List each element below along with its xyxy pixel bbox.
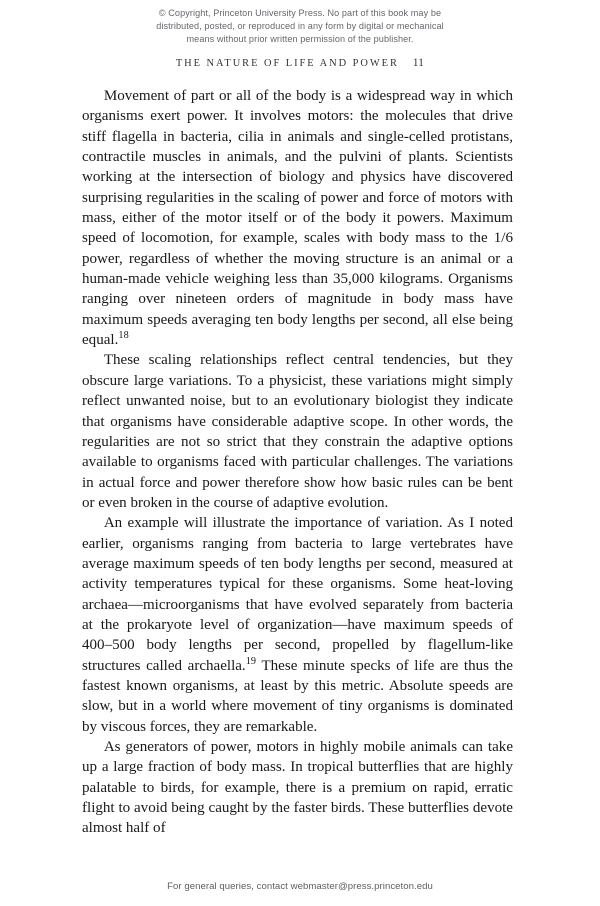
running-head	[0, 57, 600, 69]
paragraph-movement-text: Movement of part or all of the body is a widespread way in which organisms exert power. It involves motors: the molecules that drive stiff flagella in bacteria, cilia in animals and single-celled protistans, contractile muscles in animals, and the pulvini of plants. Scientists working at the intersection of biology and physics have discovered surprising regularities in the scaling of power and force of motors with mass, either of the motor itself or of the body it powers. Maximum speed of locomotion, for example, scales with body mass to the 1/6 power, regardless of whether the moving structure is an animal or a human-made vehicle weighing less than 35,000 kilograms. Organisms ranging over nineteen orders of magnitude in body mass have maximum speeds averaging ten body lengths per second, all else being equal.	[82, 88, 513, 349]
paragraph-generators-text: As generators of power, motors in highly mobile animals can take up a large fraction of body mass. In tropical butterflies that are highly palatable to birds, for example, there is a premium on rapid, erratic flight to avoid being caught by the faster birds. These butterflies devote almost half of	[82, 739, 513, 837]
paragraph-movement	[82, 86, 513, 350]
body-text-column	[82, 86, 513, 839]
footnote-ref-18: 18	[118, 330, 129, 342]
paragraph-example	[82, 513, 513, 737]
footer-queries-line: For general queries, contact webmaster@press.princeton.edu	[167, 881, 433, 892]
paragraph-generators	[82, 737, 513, 839]
paragraph-scaling	[82, 350, 513, 513]
paragraph-example-text-after: These minute specks of life are thus the fastest known organisms, at least by this metric. Absolute speeds are slow, but in a world where movement of tiny organisms is dominated by viscous forces, they are remarkable.	[82, 657, 513, 735]
copyright-line-1: © Copyright, Princeton University Press. No part of this book may be	[158, 8, 442, 18]
copyright-notice	[113, 7, 487, 46]
running-head-title: THE NATURE OF LIFE AND POWER	[175, 58, 399, 69]
paragraph-example-text-before: An example will illustrate the importance of variation. As I noted earlier, organisms ranging from bacteria to large vertebrates have average maximum speeds of ten body lengths per second, measured at activity temperatures typical for these organisms. Some heat-loving archaea—microorganisms that have evolved separately from bacteria at the prokaryote level of organization—have maximum speeds of 400–500 body lengths per second, propelled by flagellum-like structures called archaella.	[82, 515, 513, 674]
paragraph-scaling-text: These scaling relationships reflect central tendencies, but they obscure large variations. To a physicist, these variations might simply reflect unwanted noise, but to an evolutionary biologist they indicate that organisms have considerable adaptive scope. In other words, the regularities are not so strict that they constrain the adaptive options available to organisms faced with particular challenges. The variations in actual force and power therefore show how basic rules can be bent or even broken in the course of adaptive evolution.	[82, 352, 513, 511]
page-folio-number: 11	[412, 57, 425, 69]
copyright-line-2: distributed, posted, or reproduced in any form by digital or mechanical	[156, 21, 444, 32]
footnote-ref-19: 19	[245, 655, 257, 667]
copyright-line-3: means without prior written permission of the publisher.	[186, 34, 414, 45]
